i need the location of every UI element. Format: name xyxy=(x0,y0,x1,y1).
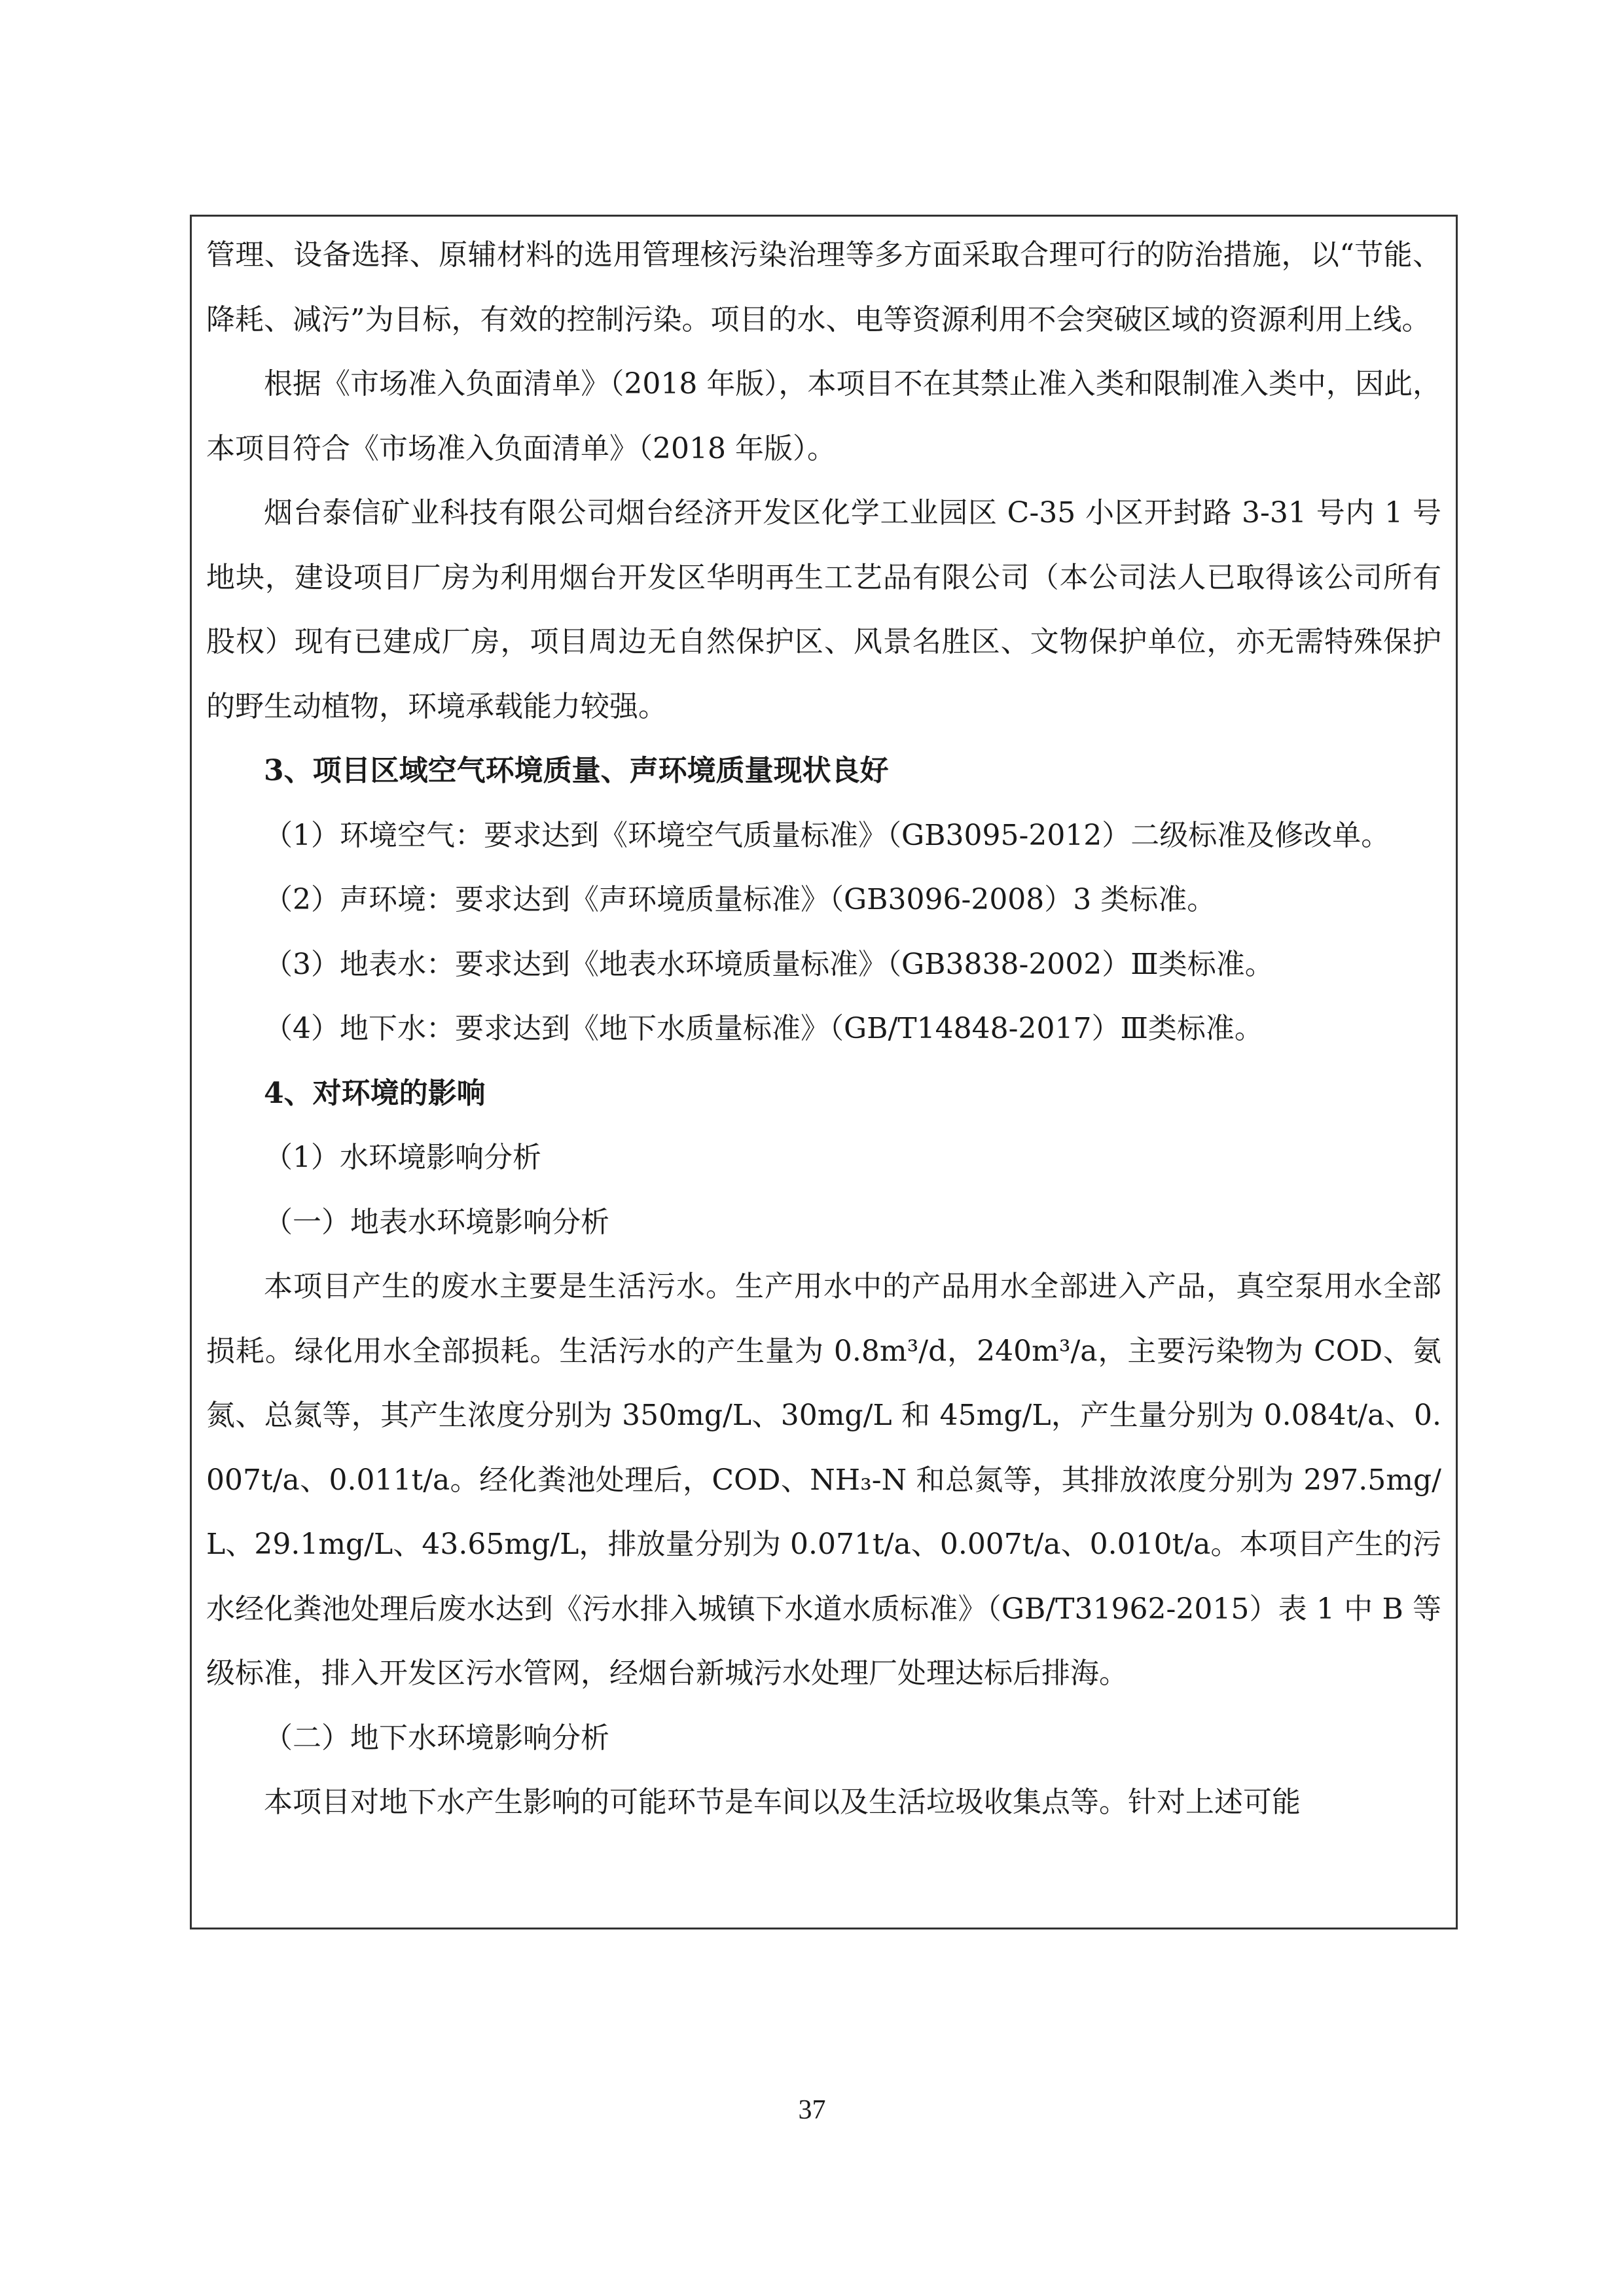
subsection-heading: （一）地表水环境影响分析 xyxy=(264,1205,609,1239)
subsection-heading: （1）水环境影响分析 xyxy=(264,1141,541,1174)
paragraph: （4）地下水：要求达到《地下水质量标准》（GB/T14848-2017）Ⅲ类标准。 xyxy=(264,1012,1263,1045)
section-heading: 3、项目区域空气环境质量、声环境质量现状良好 xyxy=(264,754,889,787)
paragraph: 根据《市场准入负面清单》（2018 年版），本项目不在其禁止准入类和限制准入类中，因此，本项目符合《市场准入负面清单》（2018 年版）。 xyxy=(206,367,1441,465)
paragraph: （1）环境空气：要求达到《环境空气质量标准》（GB3095-2012）二级标准及修改单。 xyxy=(264,818,1390,852)
section-heading: 4、对环境的影响 xyxy=(264,1076,486,1110)
page-number: 37 xyxy=(798,2095,826,2125)
paragraph: 本项目对地下水产生影响的可能环节是车间以及生活垃圾收集点等。针对上述可能 xyxy=(264,1785,1301,1819)
paragraph: （3）地表水：要求达到《地表水环境质量标准》（GB3838-2002）Ⅲ类标准。 xyxy=(264,947,1274,981)
content-frame xyxy=(190,215,1458,1929)
paragraph: 烟台泰信矿业科技有限公司烟台经济开发区化学工业园区 C-35 小区开封路 3-31 号内 1 号地块，建设项目厂房为利用烟台开发区华明再生工艺品有限公司（本公司法人已取得该公司所有股权）现有已建成厂房，项目周边无自然保护区、风景名胜区、文物保护单位，亦无需特殊保护的野生动植物，环境承载能力较强。 xyxy=(206,496,1441,723)
paragraph: 管理、设备选择、原辅材料的选用管理核污染治理等多方面采取合理可行的防治措施，以“节能、降耗、减污”为目标，有效的控制污染。项目的水、电等资源利用不会突破区域的资源利用上线。 xyxy=(206,238,1441,336)
paragraph: （2）声环境：要求达到《声环境质量标准》（GB3096-2008）3 类标准。 xyxy=(264,883,1216,916)
paragraph: 本项目产生的废水主要是生活污水。生产用水中的产品用水全部进入产品，真空泵用水全部损耗。绿化用水全部损耗。生活污水的产生量为 0.8m³/d，240m³/a，主要污染物为 COD、氨氮、总氮等，其产生浓度分别为 350mg/L、30mg/L 和 45mg/L，产生量分别为 0.084t/a、0.007t/a、0.011t/a。经化粪池处理后，COD、NH₃-N 和总氮等，其排放浓度分别为 297.5mg/L、29.1mg/L、43.65mg/L，排放量分别为 0.071t/a、0.007t/a、0.010t/a。本项目产生的污水经化粪池处理后废水达到《污水排入城镇下水道水质标准》（GB/T31962-2015）表 1 中 B 等级标准，排入开发区污水管网，经烟台新城污水处理厂处理达标后排海。 xyxy=(206,1270,1441,1690)
subsection-heading: （二）地下水环境影响分析 xyxy=(264,1721,609,1755)
document-body xyxy=(206,223,1441,1835)
